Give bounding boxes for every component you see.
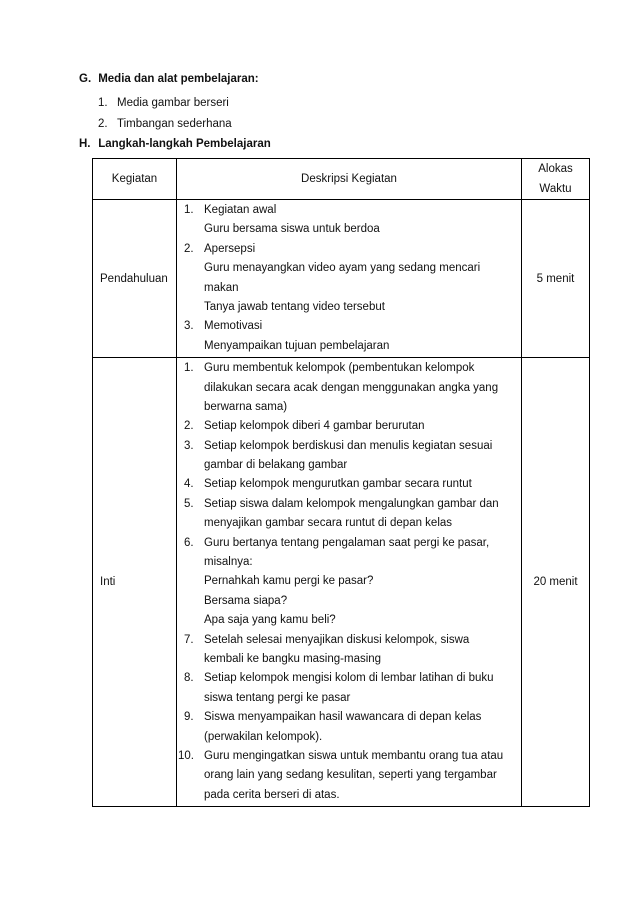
- step-number: 4.: [184, 478, 194, 491]
- description-line: [177, 259, 521, 278]
- step-number: 6.: [184, 536, 194, 549]
- step-number: 8.: [184, 672, 194, 685]
- header-time-line2: Waktu: [539, 183, 572, 195]
- step-text: dilakukan secara acak dengan menggunakan angka yang: [204, 381, 499, 394]
- media-item-number: 2.: [98, 118, 108, 130]
- description-cell: [177, 358, 522, 807]
- description-line: [177, 689, 521, 708]
- description-line: [177, 437, 521, 456]
- step-text: makan: [204, 281, 239, 294]
- media-item-number: 1.: [98, 97, 108, 109]
- description-line: [177, 201, 521, 220]
- description-line: [177, 317, 521, 336]
- step-text: gambar di belakang gambar: [204, 459, 348, 472]
- step-text: Apersepsi: [204, 242, 256, 255]
- step-text: misalnya:: [204, 556, 253, 569]
- description-line: [177, 728, 521, 747]
- step-text: Setiap kelompok mengisi kolom di lembar latihan di buku: [204, 672, 494, 685]
- section-h-heading: [79, 138, 271, 150]
- description-line: [177, 553, 521, 572]
- time-cell: 20 menit: [522, 358, 590, 807]
- step-text: Setiap kelompok mengurutkan gambar secara runtut: [204, 478, 472, 491]
- description-line: [177, 534, 521, 553]
- step-text: Memotivasi: [204, 320, 263, 333]
- step-number: 2.: [184, 420, 194, 433]
- description-line: [177, 592, 521, 611]
- step-number: 3.: [184, 320, 194, 333]
- section-h-letter: H.: [79, 138, 91, 150]
- description-line: [177, 747, 521, 766]
- step-text: Kegiatan awal: [204, 204, 277, 216]
- step-number: 1.: [184, 204, 194, 216]
- description-line: [177, 298, 521, 317]
- step-text: Guru mengingatkan siswa untuk membantu orang tua atau: [204, 749, 504, 762]
- description-line: [177, 669, 521, 688]
- description-line: [177, 495, 521, 514]
- step-text: Guru menayangkan video ayam yang sedang mencari: [204, 262, 481, 275]
- step-text: Setiap kelompok berdiskusi dan menulis kegiatan sesuai: [204, 439, 493, 452]
- header-activity: Kegiatan: [93, 159, 177, 200]
- media-item-1: [98, 97, 229, 109]
- media-item-text: Media gambar berseri: [117, 97, 229, 109]
- step-text: Menyampaikan tujuan pembelajaran: [204, 339, 390, 352]
- description-cell: [177, 200, 522, 358]
- table-row-inti: [93, 358, 590, 807]
- header-time: [522, 159, 590, 200]
- description-line: [177, 766, 521, 785]
- step-number: 3.: [184, 439, 194, 452]
- step-text: kembali ke bangku masing-masing: [204, 652, 382, 665]
- learning-steps-table: [92, 158, 590, 807]
- step-text: Setiap siswa dalam kelompok mengalungkan gambar dan: [204, 497, 499, 510]
- step-text: Guru membentuk kelompok (pembentukan kelompok: [204, 362, 475, 375]
- header-description: Deskripsi Kegiatan: [177, 159, 522, 200]
- header-time-line1: Alokas: [538, 163, 573, 175]
- step-number: 5.: [184, 497, 194, 510]
- description-line: [177, 337, 521, 356]
- time-cell: 5 menit: [522, 200, 590, 358]
- step-text: Apa saja yang kamu beli?: [204, 614, 336, 627]
- step-text: (perwakilan kelompok).: [204, 730, 323, 743]
- description-line: [177, 786, 521, 805]
- step-number: 9.: [184, 711, 194, 724]
- description-line: [177, 379, 521, 398]
- step-number: 1.: [184, 362, 194, 375]
- description-line: [177, 631, 521, 650]
- description-line: [177, 611, 521, 630]
- step-text: siswa tentang pergi ke pasar: [204, 691, 351, 704]
- description-line: [177, 359, 521, 378]
- step-text: berwarna sama): [204, 400, 288, 413]
- description-line: [177, 475, 521, 494]
- description-line: [177, 279, 521, 298]
- description-line: [177, 650, 521, 669]
- step-text: Setiap kelompok diberi 4 gambar berurutan: [204, 420, 425, 433]
- section-g-heading: [79, 73, 259, 85]
- step-text: Bersama siapa?: [204, 594, 288, 607]
- step-number: 7.: [184, 633, 194, 646]
- step-text: Pernahkah kamu pergi ke pasar?: [204, 575, 374, 588]
- step-text: Guru bersama siswa untuk berdoa: [204, 223, 380, 236]
- section-g-letter: G.: [79, 73, 92, 85]
- step-number: 10.: [178, 749, 194, 762]
- table-header-row: [93, 159, 590, 200]
- step-text: orang lain yang sedang kesulitan, seperti yang tergambar: [204, 769, 497, 782]
- step-text: Setelah selesai menyajikan diskusi kelompok, siswa: [204, 633, 470, 646]
- section-g-title: Media dan alat pembelajaran:: [98, 73, 259, 85]
- step-text: Guru bertanya tentang pengalaman saat pergi ke pasar,: [204, 536, 490, 549]
- description-line: [177, 514, 521, 533]
- activity-cell: Pendahuluan: [93, 200, 177, 358]
- description-line: [177, 240, 521, 259]
- media-item-2: [98, 118, 232, 130]
- step-text: Siswa menyampaikan hasil wawancara di depan kelas: [204, 711, 482, 724]
- description-line: [177, 417, 521, 436]
- media-item-text: Timbangan sederhana: [117, 118, 232, 130]
- description-line: [177, 220, 521, 239]
- step-text: Tanya jawab tentang video tersebut: [204, 300, 385, 313]
- description-line: [177, 572, 521, 591]
- section-h-title: Langkah-langkah Pembelajaran: [98, 138, 271, 150]
- step-text: pada cerita berseri di atas.: [204, 788, 340, 801]
- activity-cell: Inti: [93, 358, 177, 807]
- description-line: [177, 398, 521, 417]
- step-number: 2.: [184, 242, 194, 255]
- description-line: [177, 456, 521, 475]
- step-text: menyajikan gambar secara runtut di depan kelas: [204, 517, 453, 530]
- table-row-pendahuluan: [93, 200, 590, 358]
- description-line: [177, 708, 521, 727]
